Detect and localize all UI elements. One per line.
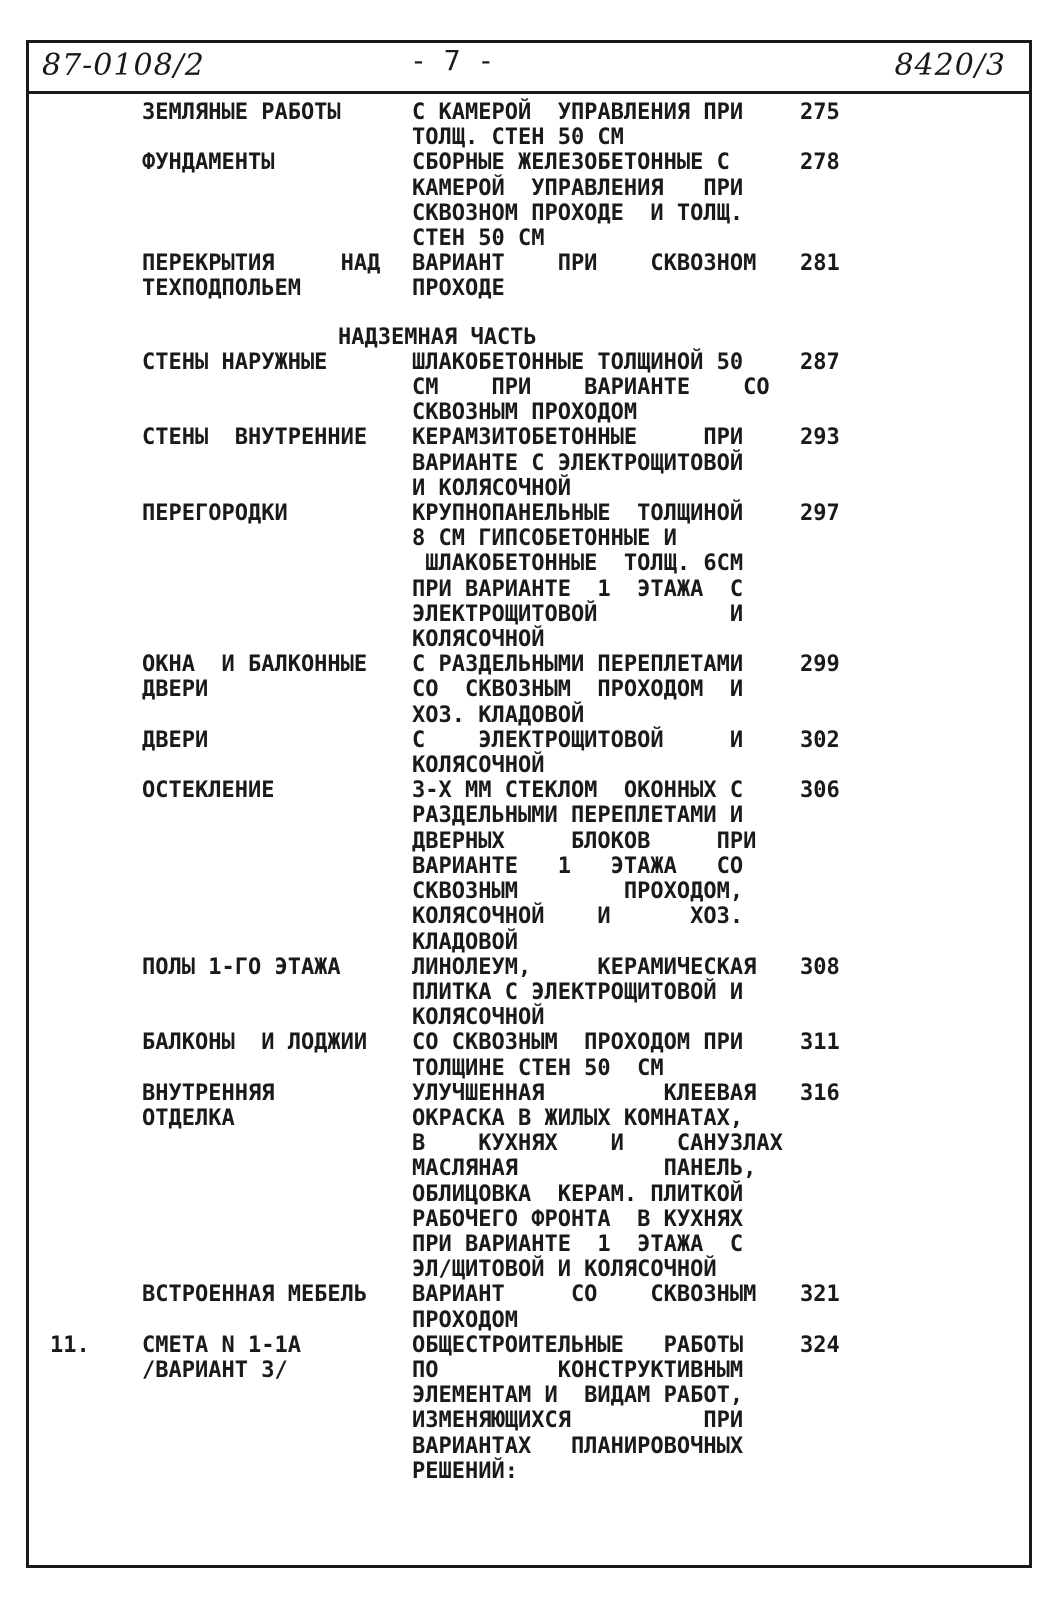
- document-code-right: 8420/3: [894, 48, 1006, 83]
- construction-element: ОСТЕКЛЕНИЕ: [142, 778, 275, 804]
- element-description: КРУПНОПАНЕЛЬНЫЕ ТОЛЩИНОЙ 8 СМ ГИПСОБЕТОННЫЕ И ШЛАКОБЕТОННЫЕ ТОЛЩ. 6СМ ПРИ ВАРИАНТЕ 1 ЭТАЖА С ЭЛЕКТРОЩИТОВОЙ И КОЛЯСОЧНОЙ: [412, 501, 744, 653]
- table-row: [0, 1030, 1054, 1080]
- construction-element: БАЛКОНЫ И ЛОДЖИИ: [142, 1030, 368, 1056]
- construction-element: ФУНДАМЕНТЫ: [142, 150, 275, 176]
- section-title: НАДЗЕМНАЯ ЧАСТЬ: [338, 324, 537, 350]
- page-reference: 316: [800, 1080, 840, 1106]
- element-description: УЛУЧШЕННАЯ КЛЕЕВАЯ ОКРАСКА В ЖИЛЫХ КОМНАТАХ, В КУХНЯХ И САНУЗЛАХ МАСЛЯНАЯ ПАНЕЛЬ, ОБЛИЦОВКА КЕРАМ. ПЛИТКОЙ РАБОЧЕГО ФРОНТА В КУХНЯХ ПРИ ВАРИАНТЕ 1 ЭТАЖА С ЭЛ/ЩИТОВОЙ И КОЛЯСОЧНОЙ: [412, 1080, 783, 1283]
- page-number: - 7 -: [410, 44, 495, 77]
- construction-element: ВНУТРЕННЯЯ ОТДЕЛКА: [142, 1080, 275, 1131]
- construction-element: ЗЕМЛЯНЫЕ РАБОТЫ: [142, 100, 341, 125]
- page-reference: 299: [800, 652, 840, 678]
- page-reference: 306: [800, 778, 840, 804]
- table-row: [0, 100, 1054, 150]
- entries-group-aboveground: [0, 350, 1054, 1484]
- construction-element: СТЕНЫ НАРУЖНЫЕ: [142, 349, 328, 375]
- table-row: [0, 150, 1054, 251]
- element-description: ВАРИАНТ ПРИ СКВОЗНОМ ПРОХОДЕ: [412, 251, 757, 302]
- table-row: [0, 251, 1054, 301]
- table-row: [0, 501, 1054, 652]
- page-reference: 275: [800, 100, 840, 125]
- construction-element: ВСТРОЕННАЯ МЕБЕЛЬ: [142, 1282, 368, 1308]
- page-reference: 278: [800, 150, 840, 176]
- contents-table: [0, 100, 1054, 1484]
- construction-element: ПОЛЫ 1-ГО ЭТАЖА: [142, 954, 341, 980]
- construction-element: ПЕРЕКРЫТИЯ НАД ТЕХПОДПОЛЬЕМ: [142, 251, 381, 302]
- page-reference: 287: [800, 349, 840, 375]
- construction-element: ПЕРЕГОРОДКИ: [142, 501, 288, 527]
- element-description: ШЛАКОБЕТОННЫЕ ТОЛЩИНОЙ 50 СМ ПРИ ВАРИАНТЕ СО СКВОЗНЫМ ПРОХОДОМ: [412, 349, 770, 426]
- element-description: С РАЗДЕЛЬНЫМИ ПЕРЕПЛЕТАМИ СО СКВОЗНЫМ ПРОХОДОМ И ХОЗ. КЛАДОВОЙ: [412, 652, 744, 728]
- table-row: [0, 778, 1054, 954]
- table-row: [0, 350, 1054, 426]
- element-description: 3-Х ММ СТЕКЛОМ ОКОННЫХ С РАЗДЕЛЬНЫМИ ПЕРЕПЛЕТАМИ И ДВЕРНЫХ БЛОКОВ ПРИ ВАРИАНТЕ 1 ЭТАЖА СО СКВОЗНЫМ ПРОХОДОМ, КОЛЯСОЧНОЙ И ХОЗ. КЛАДОВОЙ: [412, 778, 757, 955]
- element-description: СБОРНЫЕ ЖЕЛЕЗОБЕТОННЫЕ С КАМЕРОЙ УПРАВЛЕНИЯ ПРИ СКВОЗНОМ ПРОХОДЕ И ТОЛЩ. СТЕН 50 СМ: [412, 150, 744, 252]
- construction-element: СМЕТА N 1-1А /ВАРИАНТ 3/: [142, 1332, 301, 1383]
- page-reference: 293: [800, 425, 840, 451]
- element-description: ОБЩЕСТРОИТЕЛЬНЫЕ РАБОТЫ ПО КОНСТРУКТИВНЫМ ЭЛЕМЕНТАМ И ВИДАМ РАБОТ, ИЗМЕНЯЮЩИХСЯ ПРИ ВАРИАНТАХ ПЛАНИРОВОЧНЫХ РЕШЕНИЙ:: [412, 1332, 744, 1484]
- element-description: С КАМЕРОЙ УПРАВЛЕНИЯ ПРИ ТОЛЩ. СТЕН 50 СМ: [412, 100, 744, 151]
- element-description: ВАРИАНТ СО СКВОЗНЫМ ПРОХОДОМ: [412, 1282, 757, 1333]
- document-code-left: 87-0108/2: [42, 48, 205, 83]
- construction-element: СТЕНЫ ВНУТРЕННИЕ: [142, 425, 368, 451]
- page-reference: 281: [800, 251, 840, 277]
- page-reference: 297: [800, 501, 840, 527]
- page-reference: 308: [800, 954, 840, 980]
- element-description: СО СКВОЗНЫМ ПРОХОДОМ ПРИ ТОЛЩИНЕ СТЕН 50 СМ: [412, 1030, 744, 1081]
- entry-number: 11.: [50, 1332, 90, 1358]
- table-row: [0, 1282, 1054, 1332]
- entries-group-underground: [0, 100, 1054, 302]
- table-row: [0, 955, 1054, 1031]
- page-reference: 324: [800, 1332, 840, 1358]
- table-row: [0, 425, 1054, 501]
- header-divider: [26, 91, 1032, 94]
- table-row: [0, 728, 1054, 778]
- element-description: ЛИНОЛЕУМ, КЕРАМИЧЕСКАЯ ПЛИТКА С ЭЛЕКТРОЩИТОВОЙ И КОЛЯСОЧНОЙ: [412, 954, 757, 1031]
- construction-element: ДВЕРИ: [142, 727, 209, 753]
- table-row: [0, 1333, 1054, 1484]
- table-row: [0, 652, 1054, 728]
- page-reference: 302: [800, 727, 840, 753]
- construction-element: ОКНА И БАЛКОННЫЕ ДВЕРИ: [142, 652, 368, 703]
- page-reference: 311: [800, 1030, 840, 1056]
- element-description: КЕРАМЗИТОБЕТОННЫЕ ПРИ ВАРИАНТЕ С ЭЛЕКТРОЩИТОВОЙ И КОЛЯСОЧНОЙ: [412, 425, 744, 501]
- page-reference: 321: [800, 1282, 840, 1308]
- element-description: С ЭЛЕКТРОЩИТОВОЙ И КОЛЯСОЧНОЙ: [412, 727, 744, 779]
- table-row: [0, 1081, 1054, 1283]
